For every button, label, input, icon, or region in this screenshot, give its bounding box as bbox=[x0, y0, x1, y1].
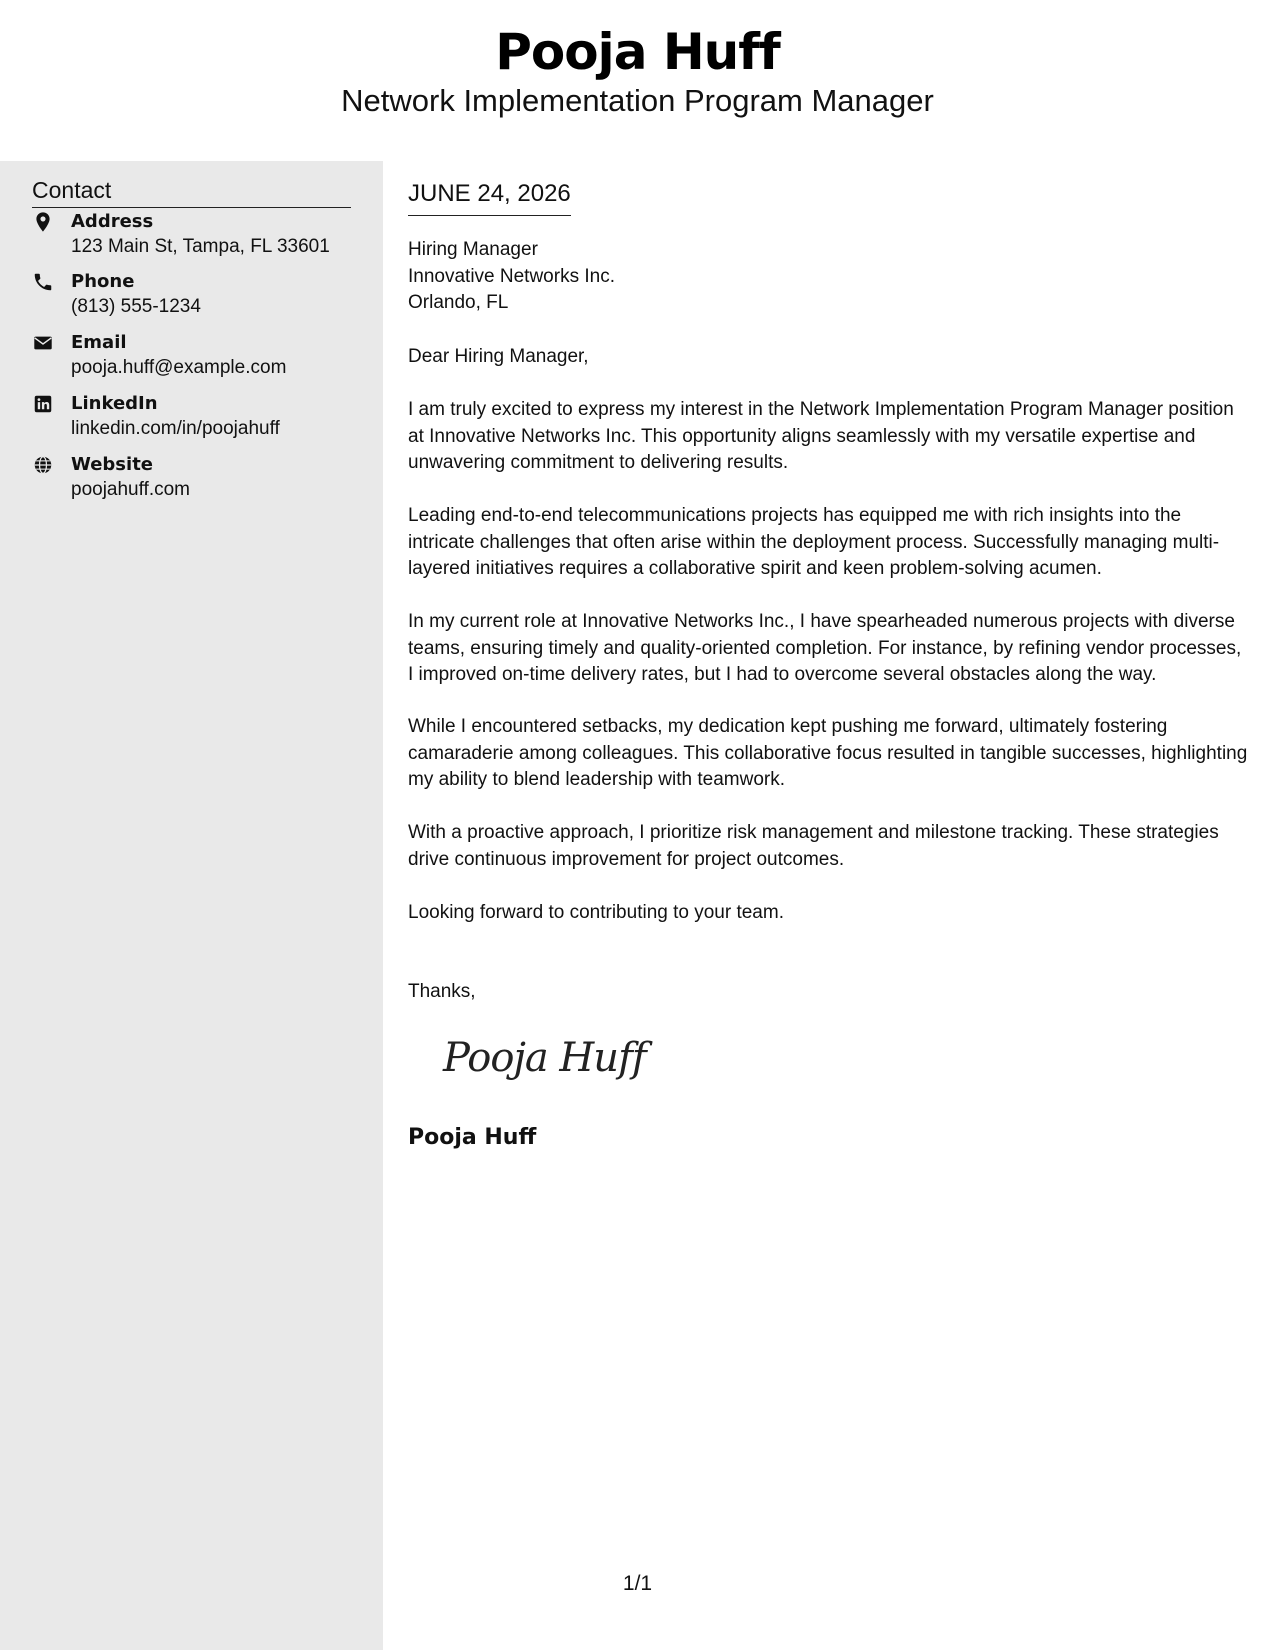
contact-item-website bbox=[32, 453, 362, 505]
contact-value-linkedin: linkedin.com/in/poojahuff bbox=[71, 418, 280, 439]
recipient-line: Hiring Manager bbox=[408, 239, 538, 260]
map-pin-icon bbox=[32, 211, 54, 233]
recipient-line: Orlando, FL bbox=[408, 292, 509, 313]
letter-paragraph: Leading end-to-end telecommunications projects has equipped me with rich insights into the intricate challenges that often arise within the deployment process. Successfully managing multi-layered initiatives requires a collaborative spirit and keen problem-solving acumen. bbox=[408, 505, 1220, 579]
signer-name: Pooja Huff bbox=[408, 1125, 537, 1150]
phone-icon bbox=[32, 271, 54, 293]
letter-paragraph: Looking forward to contributing to your team. bbox=[408, 902, 784, 923]
handwritten-signature: Pooja Huff bbox=[443, 1035, 646, 1081]
contact-value-phone: (813) 555-1234 bbox=[71, 296, 201, 317]
contact-label-phone: Phone bbox=[71, 271, 135, 292]
envelope-icon bbox=[32, 332, 54, 354]
contact-sidebar bbox=[0, 161, 383, 1650]
letter-paragraph: While I encountered setbacks, my dedication kept pushing me forward, ultimately fostering camaraderie among colleagues. This collaborative focus resulted in tangible successes, highlighting my ability to blend leadership with teamwork. bbox=[408, 716, 1248, 790]
applicant-name: Pooja Huff bbox=[495, 23, 780, 81]
letter-paragraph: In my current role at Innovative Networks Inc., I have spearheaded numerous projects with diverse teams, ensuring timely and quality-oriented completion. For instance, by refining vendor processes, I improved on-time delivery rates, but I had to overcome several obstacles along the way. bbox=[408, 611, 1242, 685]
contact-item-email bbox=[32, 331, 362, 383]
contact-item-linkedin bbox=[32, 392, 362, 444]
contact-label-website: Website bbox=[71, 454, 154, 475]
letter-paragraph: I am truly excited to express my interest in the Network Implementation Program Manager position at Innovative Networks Inc. This opportunity aligns seamlessly with my versatile expertise and unwavering commitment to delivering results. bbox=[408, 399, 1234, 473]
contact-label-address: Address bbox=[71, 211, 154, 232]
contact-item-phone bbox=[32, 270, 362, 322]
contact-value-email: pooja.huff@example.com bbox=[71, 357, 287, 378]
recipient-line: Innovative Networks Inc. bbox=[408, 265, 615, 287]
letter-paragraph: With a proactive approach, I prioritize risk management and milestone tracking. These strategies drive continuous improvement for project outcomes. bbox=[408, 822, 1219, 870]
closing: Thanks, bbox=[408, 981, 476, 1002]
recipient-block bbox=[408, 237, 615, 317]
globe-icon bbox=[32, 454, 54, 476]
salutation: Dear Hiring Manager, bbox=[408, 346, 589, 367]
applicant-job-title: Network Implementation Program Manager bbox=[341, 83, 934, 118]
letter-date: JUNE 24, 2026 bbox=[408, 179, 571, 216]
letter-header bbox=[0, 0, 1275, 161]
contact-label-linkedin: LinkedIn bbox=[71, 393, 158, 414]
page-number: 1/1 bbox=[622, 1572, 653, 1595]
contact-heading: Contact bbox=[32, 175, 351, 208]
contact-value-address: 123 Main St, Tampa, FL 33601 bbox=[71, 236, 330, 257]
contact-label-email: Email bbox=[71, 332, 127, 353]
contact-value-website: poojahuff.com bbox=[71, 479, 191, 500]
linkedin-icon bbox=[32, 393, 54, 415]
contact-item-address bbox=[32, 210, 362, 262]
